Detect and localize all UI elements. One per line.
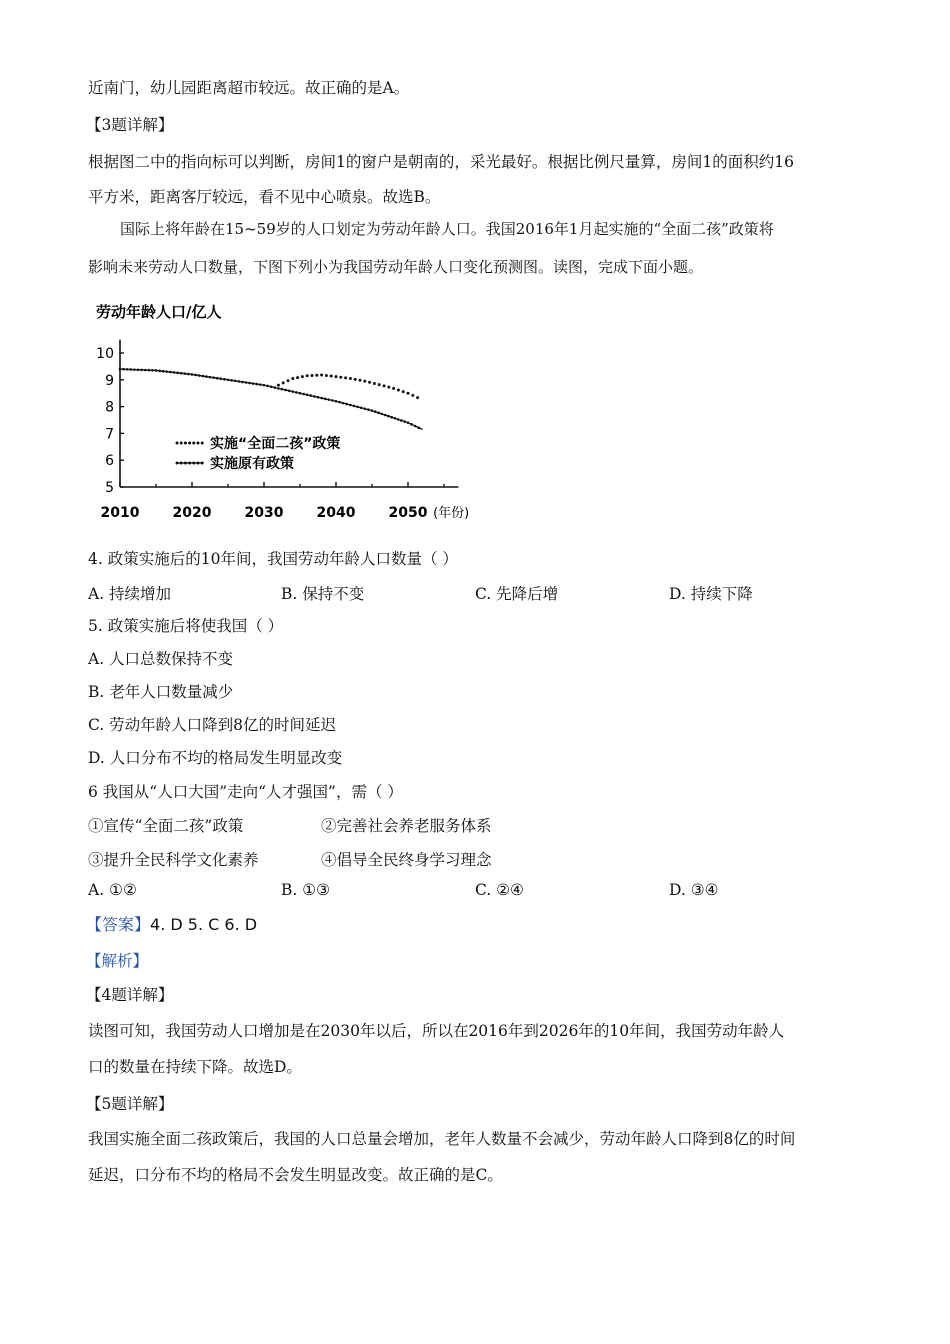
point-two-child-policy: [287, 379, 290, 382]
point-original-policy: [151, 369, 154, 372]
point-two-child-policy: [363, 380, 366, 383]
point-original-policy: [140, 369, 143, 372]
point-two-child-policy: [407, 392, 410, 395]
point-two-child-policy: [306, 374, 309, 377]
point-original-policy: [407, 421, 410, 424]
point-original-policy: [205, 375, 208, 378]
point-original-policy: [346, 403, 349, 406]
point-original-policy: [209, 376, 212, 379]
answer-text: 4. D 5. C 6. D: [150, 915, 258, 934]
point-original-policy: [133, 368, 136, 371]
point-two-child-policy: [339, 376, 342, 379]
q6-item-4: ④倡导全民终身学习理念: [321, 851, 492, 869]
series-line-original-policy: [120, 369, 422, 429]
y-tick-label: 7: [105, 426, 114, 443]
y-tick-label: 8: [105, 399, 114, 416]
q5-detail-text: 我国实施全面二孩政策后，我国的人口总量会增加，老年人数量不会减少，劳动年龄人口降到8亿的时间: [88, 1130, 796, 1148]
point-original-policy: [180, 372, 183, 375]
point-original-policy: [119, 368, 122, 371]
point-original-policy: [212, 376, 215, 379]
q5-option-c[interactable]: C. 劳动年龄人口降到8亿的时间延迟: [88, 716, 337, 734]
q5-detail-text: 延迟，口分布不均的格局不会发生明显改变。故正确的是C。: [88, 1166, 503, 1184]
heading-q5-detail: 【5题详解】: [86, 1095, 174, 1113]
point-two-child-policy: [291, 377, 294, 380]
point-original-policy: [184, 372, 187, 375]
point-original-policy: [377, 412, 380, 415]
question-4: 4. 政策实施后的10年间，我国劳动年龄人口数量（ ）: [88, 550, 458, 568]
q4-option-b[interactable]: B. 保持不变: [281, 585, 365, 603]
point-two-child-policy: [344, 376, 347, 379]
point-original-policy: [155, 369, 158, 372]
heading-q4-detail: 【4题详解】: [86, 986, 174, 1004]
point-original-policy: [158, 370, 161, 373]
point-original-policy: [245, 381, 248, 384]
point-two-child-policy: [325, 374, 328, 377]
point-original-policy: [230, 379, 233, 382]
point-two-child-policy: [359, 379, 362, 382]
point-original-policy: [130, 368, 133, 371]
q5-option-a[interactable]: A. 人口总数保持不变: [88, 650, 234, 668]
point-two-child-policy: [349, 377, 352, 380]
point-original-policy: [220, 377, 223, 380]
point-two-child-policy: [330, 375, 333, 378]
point-original-policy: [394, 417, 397, 420]
point-original-policy: [381, 413, 384, 416]
point-original-policy: [313, 395, 316, 398]
y-tick-label: 10: [96, 346, 114, 362]
point-original-policy: [310, 394, 313, 397]
intro-line: 国际上将年龄在15~59岁的人口划定为劳动年龄人口。我国2016年1月起实施的“全面二孩”政策将: [120, 220, 774, 238]
point-two-child-policy: [301, 375, 304, 378]
text-line: 根据图二中的指向标可以判断，房间1的窗户是朝南的，采光最好。根据比例尺量算，房间1的面积约16: [88, 153, 794, 171]
legend-marker: [176, 442, 179, 445]
y-tick-label: 6: [105, 453, 114, 470]
chart-axes: [96, 340, 469, 521]
point-original-policy: [390, 416, 393, 419]
text-line: 近南门，幼儿园距离超市较远。故正确的是A。: [88, 79, 410, 97]
point-original-policy: [331, 399, 334, 402]
point-original-policy: [397, 418, 400, 421]
point-original-policy: [349, 404, 352, 407]
question-5: 5. 政策实施后将使我国（ ）: [88, 617, 284, 635]
point-original-policy: [403, 420, 406, 423]
question-6: 6 我国从“人口大国”走向“人才强国”，需（ ）: [88, 783, 403, 801]
point-original-policy: [259, 383, 262, 386]
chart-series: [119, 368, 423, 430]
point-original-policy: [223, 378, 226, 381]
point-original-policy: [418, 426, 421, 429]
y-tick-label: 9: [105, 372, 114, 389]
point-original-policy: [360, 407, 363, 410]
point-original-policy: [263, 384, 266, 387]
q6-option-a[interactable]: A. ①②: [88, 881, 137, 899]
chart-ylabel: 劳动年龄人口/亿人: [96, 303, 222, 321]
point-original-policy: [274, 386, 277, 389]
q6-item-1: ①宣传“全面二孩”政策: [88, 817, 244, 835]
point-two-child-policy: [335, 375, 338, 378]
point-original-policy: [335, 400, 338, 403]
x-tick-label: 2020: [172, 505, 212, 521]
q6-item-2: ②完善社会养老服务体系: [321, 817, 492, 835]
point-original-policy: [166, 370, 169, 373]
point-two-child-policy: [392, 387, 395, 390]
point-two-child-policy: [277, 384, 280, 387]
point-original-policy: [137, 368, 140, 371]
legend-marker: [192, 442, 195, 445]
point-two-child-policy: [383, 384, 386, 387]
point-original-policy: [176, 372, 179, 375]
point-original-policy: [320, 397, 323, 400]
point-two-child-policy: [320, 373, 323, 376]
point-original-policy: [227, 379, 230, 382]
q4-option-d[interactable]: D. 持续下降: [669, 585, 753, 603]
point-original-policy: [317, 396, 320, 399]
point-original-policy: [324, 398, 327, 401]
point-two-child-policy: [402, 390, 405, 393]
point-original-policy: [364, 407, 367, 410]
point-two-child-policy: [354, 378, 357, 381]
legend-marker: [184, 442, 187, 445]
q6-option-c[interactable]: C. ②④: [475, 881, 524, 899]
point-original-policy: [306, 394, 309, 397]
point-original-policy: [302, 393, 305, 396]
point-two-child-policy: [411, 394, 414, 397]
x-tick-label: 2010: [100, 505, 140, 521]
point-original-policy: [374, 410, 377, 413]
point-original-policy: [256, 383, 259, 386]
point-original-policy: [126, 368, 129, 371]
point-original-policy: [328, 398, 331, 401]
point-original-policy: [410, 423, 413, 426]
point-two-child-policy: [397, 388, 400, 391]
text-line: 平方米，距离客厅较远，看不见中心喷泉。故选B。: [88, 188, 441, 206]
point-original-policy: [191, 373, 194, 376]
point-original-policy: [202, 375, 205, 378]
point-original-policy: [292, 390, 295, 393]
point-two-child-policy: [311, 374, 314, 377]
point-original-policy: [371, 409, 374, 412]
y-tick-label: 5: [105, 480, 114, 496]
q5-option-b[interactable]: B. 老年人口数量减少: [88, 683, 234, 701]
point-original-policy: [216, 377, 219, 380]
x-tick-label: 2050: [388, 505, 428, 521]
point-original-policy: [194, 374, 197, 377]
heading-q3-detail: 【3题详解】: [86, 116, 174, 134]
labor-population-chart: [88, 292, 488, 527]
point-original-policy: [144, 369, 147, 372]
x-axis-label: (年份): [433, 506, 470, 521]
point-two-child-policy: [296, 376, 299, 379]
x-tick-label: 2030: [244, 505, 284, 521]
q5-option-d[interactable]: D. 人口分布不均的格局发生明显改变: [88, 749, 343, 767]
legend-marker: [188, 442, 191, 445]
point-two-child-policy: [416, 396, 419, 399]
point-original-policy: [281, 388, 284, 391]
q4-option-a[interactable]: A. 持续增加: [88, 585, 172, 603]
q4-detail-text: 读图可知，我国劳动人口增加是在2030年以后，所以在2016年到2026年的10年间，我国劳动年龄人: [88, 1022, 785, 1040]
point-two-child-policy: [373, 382, 376, 385]
point-original-policy: [173, 371, 176, 374]
q4-option-c[interactable]: C. 先降后增: [475, 585, 559, 603]
point-original-policy: [248, 382, 251, 385]
point-original-policy: [238, 380, 241, 383]
x-tick-label: 2040: [316, 505, 356, 521]
point-original-policy: [356, 406, 359, 409]
point-original-policy: [367, 408, 370, 411]
point-original-policy: [387, 415, 390, 418]
point-original-policy: [384, 414, 387, 417]
point-two-child-policy: [387, 386, 390, 389]
point-original-policy: [414, 425, 417, 428]
point-original-policy: [252, 382, 255, 385]
point-original-policy: [162, 370, 165, 373]
chart-legend: [176, 435, 341, 472]
answer-line: [86, 914, 257, 936]
q6-item-3: ③提升全民科学文化素养: [88, 851, 259, 869]
legend-marker: [197, 442, 200, 445]
q6-option-b[interactable]: B. ①③: [281, 881, 331, 899]
point-original-policy: [400, 419, 403, 422]
point-original-policy: [353, 405, 356, 408]
point-two-child-policy: [315, 374, 318, 377]
point-original-policy: [266, 385, 269, 388]
point-original-policy: [277, 387, 280, 390]
q6-option-d[interactable]: D. ③④: [669, 881, 719, 899]
point-original-policy: [295, 391, 298, 394]
point-original-policy: [241, 381, 244, 384]
q4-detail-text: 口的数量在持续下降。故选D。: [88, 1058, 302, 1076]
point-two-child-policy: [368, 381, 371, 384]
legend-marker: [180, 442, 183, 445]
legend-marker: [201, 442, 204, 445]
analysis-label: 【解析】: [86, 952, 149, 970]
intro-line: 影响未来劳动人口数量，下图下列小为我国劳动年龄人口变化预测图。读图，完成下面小题。: [88, 258, 704, 276]
point-original-policy: [288, 389, 291, 392]
point-original-policy: [299, 392, 302, 395]
point-two-child-policy: [282, 381, 285, 384]
answer-label: 【答案】: [86, 915, 151, 934]
point-original-policy: [342, 402, 345, 405]
point-original-policy: [198, 374, 201, 377]
legend-label: 实施“全面二孩”政策: [210, 436, 341, 452]
point-original-policy: [169, 371, 172, 374]
point-original-policy: [122, 368, 125, 371]
point-two-child-policy: [378, 383, 381, 386]
point-original-policy: [148, 369, 151, 372]
point-original-policy: [187, 373, 190, 376]
point-original-policy: [270, 385, 273, 388]
point-original-policy: [234, 380, 237, 383]
legend-label: 实施原有政策: [210, 456, 294, 472]
point-original-policy: [284, 389, 287, 392]
point-original-policy: [338, 401, 341, 404]
